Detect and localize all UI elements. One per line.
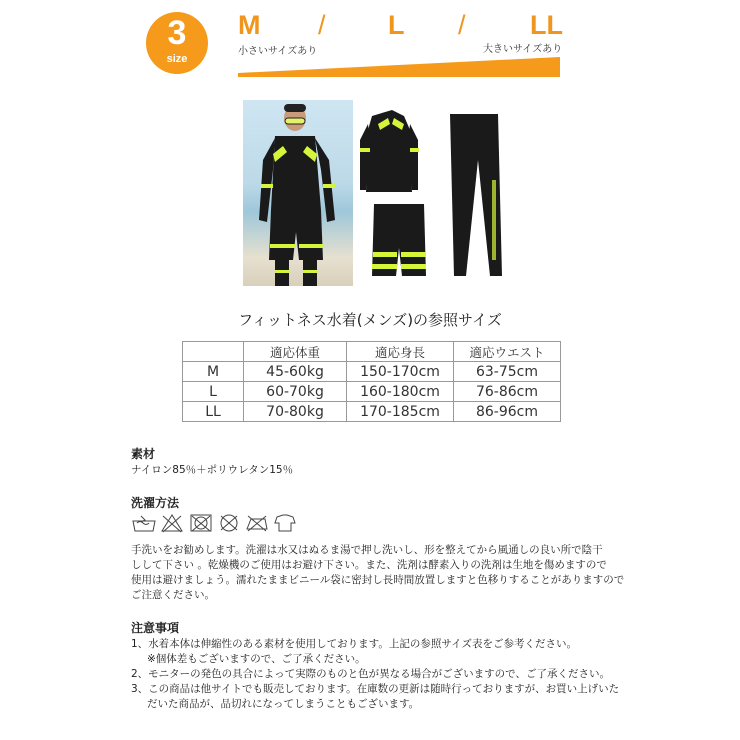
size-separator: /: [458, 10, 466, 40]
table-cell: 160-180cm: [347, 382, 454, 402]
notice-item: ※個体差もございますので、ご了承ください。: [147, 653, 366, 665]
size-separator: /: [318, 10, 326, 40]
table-header-cell: 適応体重: [244, 342, 347, 362]
small-size-note: 小さいサイズあり: [238, 46, 318, 57]
notice-item: だいた商品が、品切れになってしまうこともございます。: [147, 698, 420, 710]
notice-list: [131, 637, 619, 712]
material-heading: 素材: [131, 447, 156, 461]
care-icons-row: [131, 513, 301, 533]
orange-accent-bar: [238, 57, 560, 77]
size-ll-label: LL: [530, 10, 563, 40]
care-instructions: 手洗いをお勧めします。洗濯は水又はぬるま湯で押し洗いし、形を整えてから風通しの良い所で陰干 しして下さい 。乾燥機のご使用はお避け下さい。また、洗剤は酵素入りの洗剤は生地を傷めますので 使用は避けましょう。濡れたままビニール袋に密封し長時間放置しますと色移りすることがありますので ご注意ください。: [131, 544, 625, 601]
size-l-label: L: [388, 10, 405, 40]
table-cell: 76-86cm: [454, 382, 561, 402]
table-cell: 150-170cm: [347, 362, 454, 382]
notice-item: 1、水着本体は伸縮性のある素材を使用しております。上記の参照サイズ表をご参考ください。: [131, 638, 577, 650]
table-header-cell: 適応ウエスト: [454, 342, 561, 362]
table-cell: 70-80kg: [244, 402, 347, 422]
table-cell: M: [183, 362, 244, 382]
no-iron-icon: [247, 516, 267, 531]
table-cell: L: [183, 382, 244, 402]
table-cell: 63-75cm: [454, 362, 561, 382]
no-dry-clean-icon: [221, 515, 237, 531]
table-row: [183, 402, 561, 422]
notice-heading: 注意事項: [131, 621, 180, 635]
table-cell: 45-60kg: [244, 362, 347, 382]
size-m-label: M: [238, 10, 261, 40]
model-photo: [243, 100, 353, 286]
badge-number: 3: [167, 14, 187, 52]
product-items-photo: [358, 100, 508, 286]
table-row: [183, 382, 561, 402]
table-header-row: [183, 342, 561, 362]
table-cell: 86-96cm: [454, 402, 561, 422]
table-row: [183, 362, 561, 382]
table-cell: LL: [183, 402, 244, 422]
hand-wash-icon: [133, 516, 155, 531]
badge-label: size: [166, 53, 188, 65]
notice-item: 2、モニターの発色の具合によって実際のものと色が異なる場合がございますので、ご了承ください。: [131, 668, 610, 680]
care-heading: 洗濯方法: [131, 496, 180, 510]
material-text: ナイロン85％＋ポリウレタン15％: [131, 464, 294, 476]
large-size-note: 大きいサイズあり: [483, 44, 563, 55]
no-bleach-icon: [162, 515, 182, 532]
no-tumble-dry-icon: [191, 515, 211, 531]
table-header-cell: 適応身長: [347, 342, 454, 362]
table-cell: 170-185cm: [347, 402, 454, 422]
table-cell: 60-70kg: [244, 382, 347, 402]
table-header-cell: [183, 342, 244, 362]
hang-dry-icon: [275, 515, 295, 531]
size-table: [182, 341, 561, 422]
notice-item: 3、この商品は他サイトでも販売しております。在庫数の更新は随時行っておりますが、お買い上げいた: [131, 683, 620, 695]
size-count-badge: [146, 12, 208, 74]
size-table-title: フィットネス水着(メンズ)の参照サイズ: [238, 311, 502, 329]
